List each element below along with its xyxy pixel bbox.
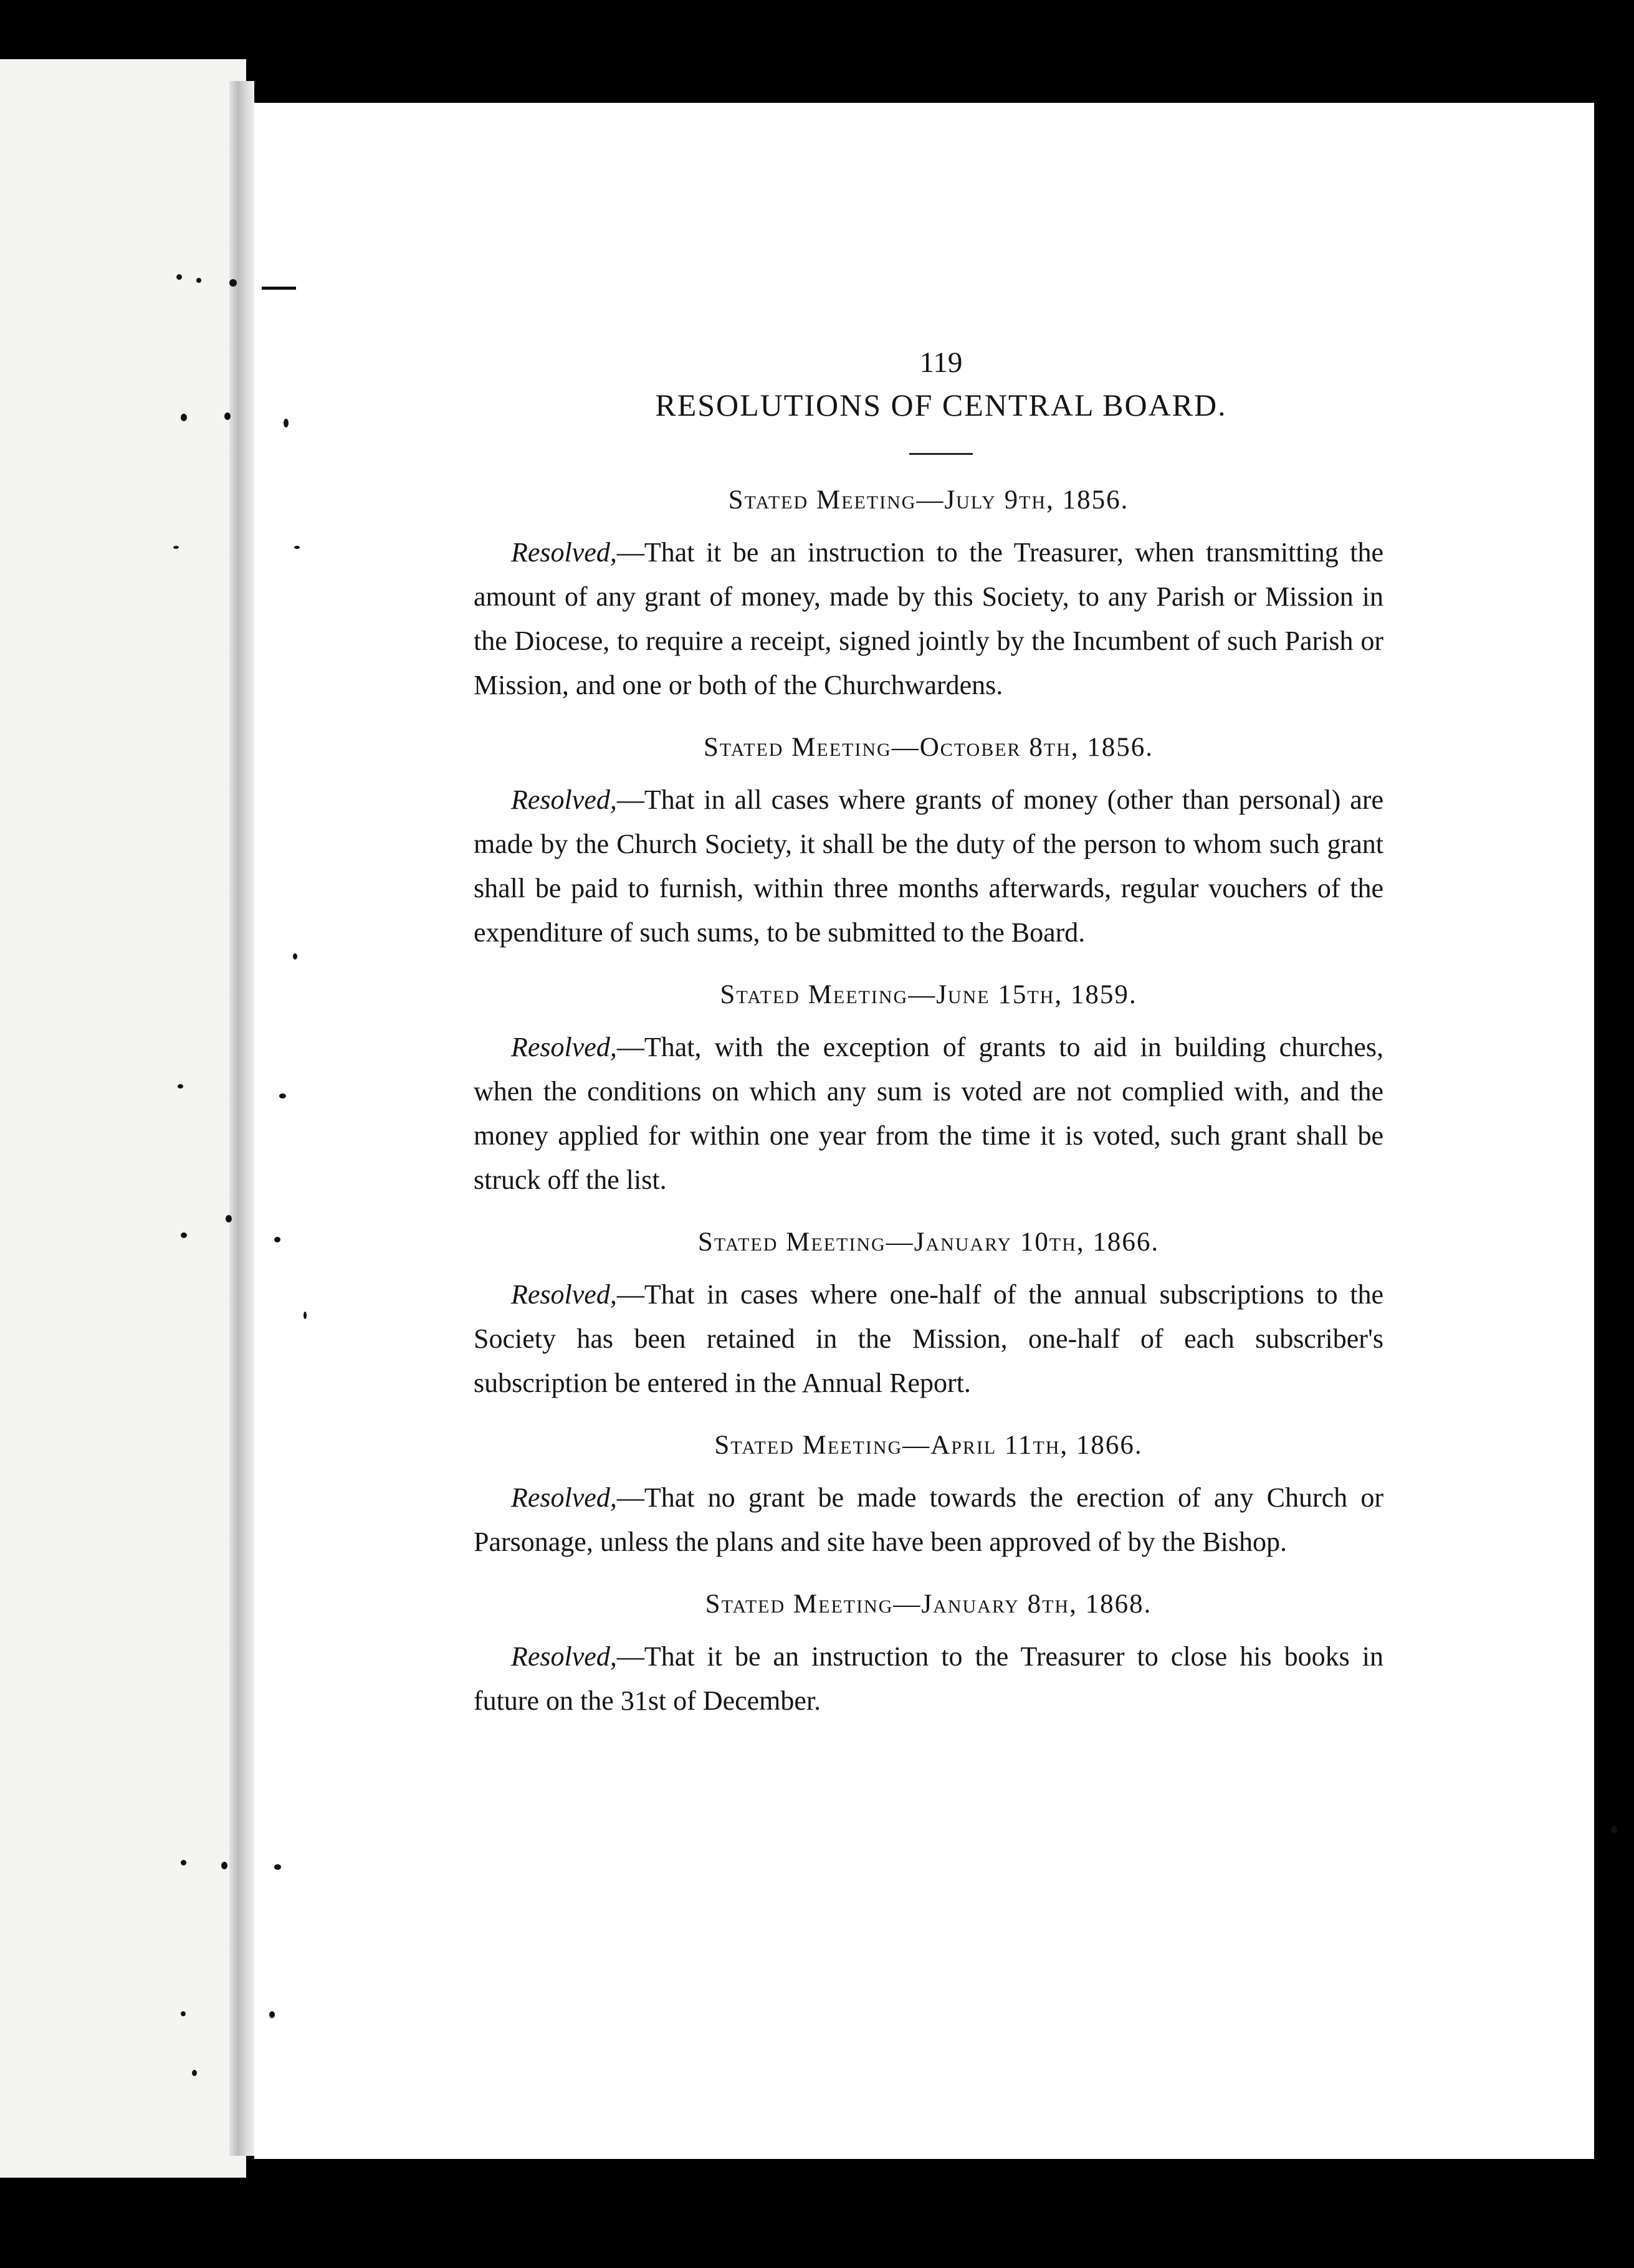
binding-mark: [229, 279, 237, 287]
binding-mark: [293, 953, 297, 960]
meeting-section: [474, 1589, 1383, 1723]
binding-mark: [173, 546, 179, 549]
meeting-heading: Stated Meeting—June 15th, 1859.: [720, 980, 1137, 1009]
resolution-paragraph: [474, 1025, 1383, 1202]
binding-mark: [1611, 1826, 1617, 1833]
resolution-text: —That in all cases where grants of money (other than personal) are made by the Church Society, it shall be the duty of the person to whom such grant shall be paid to furnish, within three months afterwards, regular vouchers of the expenditure of such sums, to be submitted to the Board.: [474, 784, 1383, 948]
binding-mark: [279, 1094, 286, 1098]
page-number: 119: [919, 346, 963, 379]
binding-mark: [262, 287, 296, 290]
binding-mark: [226, 1215, 232, 1222]
binding-mark: [274, 1237, 280, 1242]
page-gutter: [229, 81, 254, 2156]
binding-mark: [221, 1862, 227, 1869]
binding-mark: [274, 1864, 281, 1870]
resolution-text: —That it be an instruction to the Treasurer to close his books in future on the 31st of December.: [474, 1641, 1383, 1716]
binding-mark: [294, 546, 300, 549]
meeting-heading: Stated Meeting—January 8th, 1868.: [705, 1589, 1152, 1619]
resolution-text: —That in cases where one-half of the annual subscriptions to the Society has been retained in the Mission, one-half of each subscriber's subscription be entered in the Annual Report.: [474, 1279, 1383, 1398]
resolved-label: Resolved,: [511, 1641, 617, 1672]
title-rule: [909, 453, 973, 455]
resolution-paragraph: [474, 1475, 1383, 1564]
meeting-heading: Stated Meeting—January 10th, 1866.: [697, 1227, 1160, 1257]
meeting-section: [474, 1430, 1383, 1564]
resolved-label: Resolved,: [511, 537, 617, 568]
binding-mark: [224, 412, 231, 420]
resolution-paragraph: [474, 778, 1383, 955]
facing-page: [0, 59, 246, 2178]
resolved-label: Resolved,: [511, 1032, 617, 1062]
meeting-section: [474, 732, 1383, 955]
resolved-label: Resolved,: [511, 1279, 617, 1310]
page-title: RESOLUTIONS OF CENTRAL BOARD.: [655, 388, 1227, 422]
binding-mark: [178, 1084, 183, 1089]
binding-mark: [181, 2011, 186, 2016]
binding-mark: [196, 278, 201, 283]
resolution-text: —That it be an instruction to the Treasurer, when transmitting the amount of any grant of money, made by this Society, to any Parish or Mission in the Diocese, to require a receipt, signed jointly by the Incumbent of such Parish or Mission, and one or both of the Churchwardens.: [474, 537, 1383, 700]
resolution-paragraph: [474, 530, 1383, 707]
resolved-label: Resolved,: [511, 1482, 617, 1513]
binding-mark: [284, 419, 289, 427]
binding-mark: [181, 1232, 187, 1238]
page-content: [474, 346, 1383, 1748]
binding-mark: [269, 2011, 275, 2018]
binding-mark: [181, 1860, 186, 1865]
resolution-paragraph: [474, 1272, 1383, 1405]
meeting-section: [474, 979, 1383, 1202]
binding-mark: [176, 274, 182, 280]
meeting-heading: Stated Meeting—April 11th, 1866.: [714, 1431, 1143, 1460]
resolution-paragraph: [474, 1634, 1383, 1723]
binding-mark: [303, 1312, 307, 1319]
binding-mark: [192, 2070, 197, 2076]
meeting-heading: Stated Meeting—July 9th, 1856.: [728, 485, 1129, 515]
resolution-text: —That, with the exception of grants to aid in building churches, when the conditions on which any sum is voted are not complied with, and the money applied for within one year from the time it is voted, such grant shall be struck off the list.: [474, 1032, 1383, 1195]
resolved-label: Resolved,: [511, 784, 617, 815]
meeting-section: [474, 1227, 1383, 1405]
binding-mark: [181, 414, 187, 421]
resolution-text: —That no grant be made towards the erection of any Church or Parsonage, unless the plans and site have been approved of by the Bishop.: [474, 1482, 1383, 1557]
meeting-section: [474, 485, 1383, 707]
meeting-heading: Stated Meeting—October 8th, 1856.: [703, 733, 1154, 762]
